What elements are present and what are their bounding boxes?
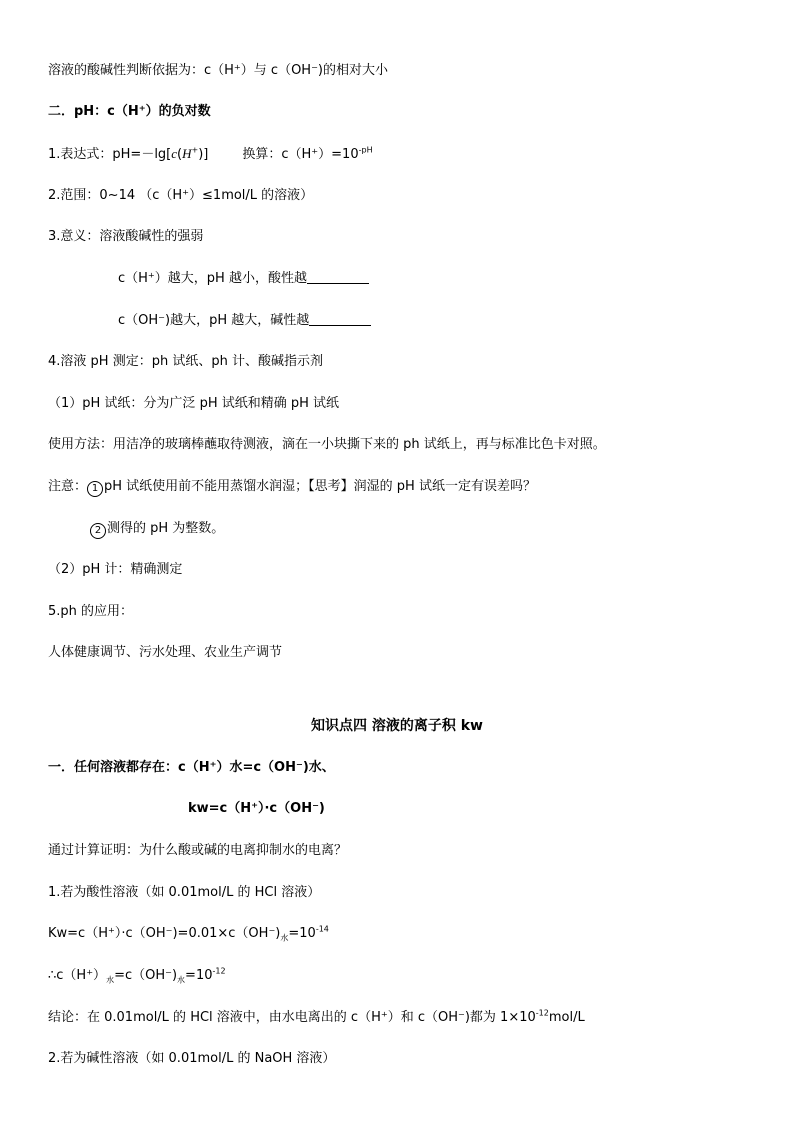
line-ph-application: 5.ph 的应用： [48, 604, 134, 619]
conclusion-unit: mol/L [548, 1010, 585, 1025]
ph-formula-c: c [171, 146, 178, 161]
line-note-2 [90, 521, 224, 539]
ph-formula-h: H [182, 146, 192, 161]
ph-conversion: 换算：c（H⁺）=10 [242, 147, 359, 162]
line-therefore [48, 968, 226, 984]
conclusion-lead: 结论：在 0.01mol/L 的 HCl 溶液中，由水电离出的 c（H⁺）和 c（OH⁻)都为 1×10 [48, 1010, 536, 1025]
ph-formula-lead: 1.表达式：pH=－lg[ [48, 147, 172, 162]
line-ph-meaning: 3.意义：溶液酸碱性的强弱 [48, 229, 204, 244]
therefore-lead: ∴c（H⁺） [48, 968, 107, 983]
ph-conversion-exp: -pH [358, 145, 373, 155]
ph-formula-paren: ( [177, 147, 183, 162]
kw-calc-lead: Kw=c（H⁺）·c（OH⁻)=0.01×c（OH⁻) [48, 926, 281, 941]
section-ph-definition: 二．pH：c（H⁺）的负对数 [48, 104, 211, 119]
section-ion-product: 一．任何溶液都存在：c（H⁺）水=c（OH⁻)水、 [48, 760, 335, 775]
therefore-mid: =c（OH⁻) [114, 968, 178, 983]
conclusion-exp: -12 [535, 1008, 549, 1018]
line-ph-range: 2.范围：0~14 （c（H⁺）≤1mol/L 的溶液） [48, 188, 314, 203]
note-1-text: pH 试纸使用前不能用蒸馏水润湿；【思考】润湿的 pH 试纸一定有误差吗？ [104, 479, 536, 494]
circled-number-2: 2 [90, 523, 106, 539]
line-conclusion [48, 1010, 585, 1026]
kw-formula: kw=c（H⁺）·c（OH⁻) [188, 801, 325, 816]
line-ph-paper: （1）pH 试纸：分为广泛 pH 试纸和精确 pH 试纸 [48, 396, 340, 411]
line-kw-calc [48, 926, 329, 942]
line-usage-method: 使用方法：用洁净的玻璃棒蘸取待测液，滴在一小块撕下来的 ph 试纸上，再与标准比色卡对照。 [48, 437, 606, 452]
ph-formula-close: )] [198, 147, 209, 162]
line-ph-meter: （2）pH 计：精确测定 [48, 562, 183, 577]
line-basic-case: 2.若为碱性溶液（如 0.01mol/L 的 NaOH 溶液） [48, 1051, 336, 1066]
note-label: 注意： [48, 479, 88, 494]
basicity-fill-blank [309, 313, 371, 326]
line-proof-question: 通过计算证明：为什么酸或碱的电离抑制水的电离？ [48, 843, 348, 858]
line-basicity-blank [118, 313, 371, 329]
line-acid-base-basis: 溶液的酸碱性判断依据为：c（H⁺）与 c（OH⁻)的相对大小 [48, 63, 389, 78]
line-application-list: 人体健康调节、污水处理、农业生产调节 [48, 645, 283, 660]
basicity-text: c（OH⁻)越大，pH 越大，碱性越 [118, 313, 310, 328]
kw-calc-water-sub: 水 [280, 933, 289, 943]
acidity-text: c（H⁺）越大，pH 越小，酸性越 [118, 271, 307, 286]
therefore-sub-1: 水 [106, 975, 115, 985]
line-note-1 [48, 479, 536, 497]
ph-formula-plus: + [191, 145, 199, 155]
kw-calc-exp: -14 [315, 924, 329, 934]
note-2-text: 测得的 pH 为整数。 [107, 521, 225, 536]
therefore-exp: -12 [212, 966, 226, 976]
kw-calc-eq: =10 [288, 926, 316, 941]
circled-number-1: 1 [87, 481, 103, 497]
heading-knowledge-point-4: 知识点四 溶液的离子积 kw [311, 718, 483, 734]
line-acidity-blank [118, 271, 369, 287]
line-ph-expression [48, 146, 373, 163]
therefore-sub-2: 水 [177, 975, 186, 985]
line-acidic-case: 1.若为酸性溶液（如 0.01mol/L 的 HCl 溶液） [48, 885, 321, 900]
therefore-eq: =10 [185, 968, 213, 983]
line-ph-measurement: 4.溶液 pH 测定：ph 试纸、ph 计、酸碱指示剂 [48, 354, 323, 369]
acidity-fill-blank [307, 271, 369, 284]
